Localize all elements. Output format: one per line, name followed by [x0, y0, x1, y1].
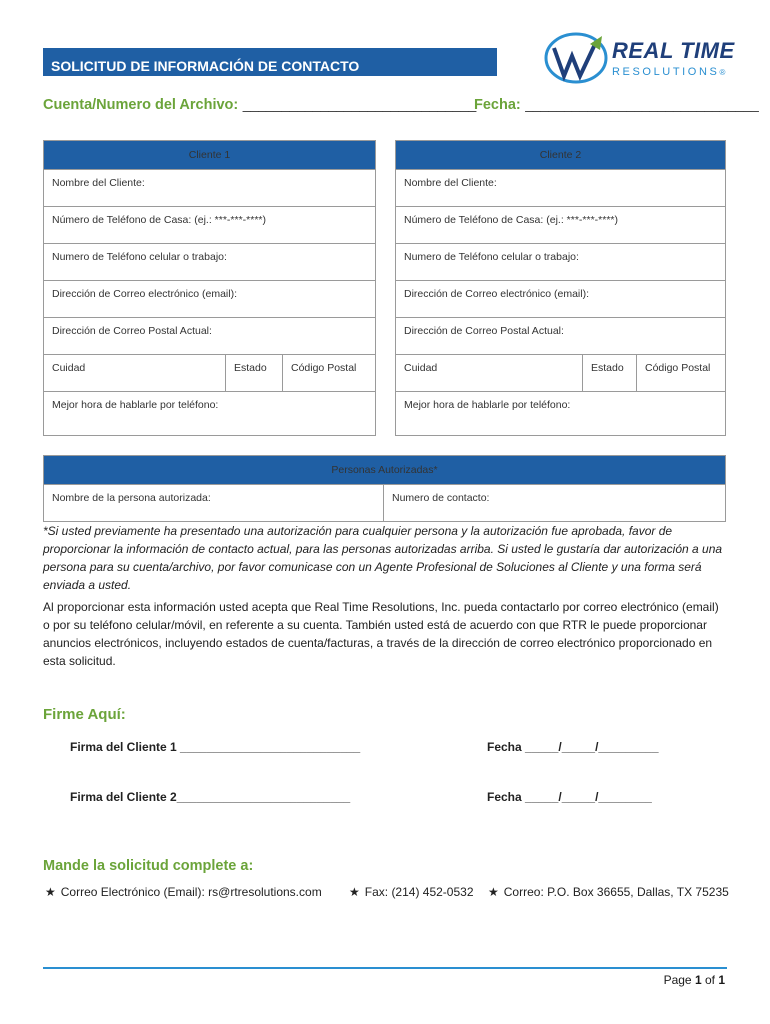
star-icon: ★ — [349, 885, 360, 899]
client1-signature-line[interactable]: Firma del Cliente 1 ___________________________ — [70, 740, 361, 754]
footer-divider — [43, 967, 727, 969]
account-label: Cuenta/Numero del Archivo: — [43, 97, 239, 113]
date-field[interactable]: ______________________________ — [525, 96, 759, 112]
client2-date-line[interactable]: Fecha _____/_____/________ — [487, 790, 652, 804]
date-row — [474, 96, 759, 114]
mail-post-text: Correo: P.O. Box 36655, Dallas, TX 75235 — [503, 885, 729, 899]
client1-email-field[interactable]: Dirección de Correo electrónico (email): — [44, 281, 376, 318]
logo-registered-mark: ® — [719, 68, 728, 77]
client2-best-time-field[interactable]: Mejor hora de hablarle por teléfono: — [396, 392, 726, 436]
client2-header: Cliente 2 — [396, 141, 726, 170]
authorized-table — [43, 455, 726, 522]
client1-date-line[interactable]: Fecha _____/_____/_________ — [487, 740, 659, 754]
mail-fax-item — [349, 885, 474, 899]
client1-cell-phone-field[interactable]: Numero de Teléfono celular o trabajo: — [44, 244, 376, 281]
client1-table — [43, 140, 376, 436]
mail-heading: Mande la solicitud complete a: — [43, 858, 254, 874]
page-number: Page 1 of 1 — [663, 973, 725, 987]
client2-signature-line[interactable]: Firma del Cliente 2__________________________ — [70, 790, 351, 804]
authorized-contact-field[interactable]: Numero de contacto: — [384, 485, 726, 522]
client1-zip-field[interactable]: Código Postal — [283, 355, 376, 392]
account-field[interactable]: ______________________________ — [242, 96, 477, 112]
client2-home-phone-field[interactable]: Número de Teléfono de Casa: (ej.: ***-***-****) — [396, 207, 726, 244]
client1-name-field[interactable]: Nombre del Cliente: — [44, 170, 376, 207]
client1-postal-field[interactable]: Dirección de Correo Postal Actual: — [44, 318, 376, 355]
sign-heading: Firme Aquí: — [43, 706, 126, 723]
logo-text-real-time: REAL TIME — [612, 38, 735, 63]
client1-header: Cliente 1 — [44, 141, 376, 170]
client2-name-field[interactable]: Nombre del Cliente: — [396, 170, 726, 207]
star-icon: ★ — [488, 885, 499, 899]
client1-home-phone-field[interactable]: Número de Teléfono de Casa: (ej.: ***-***-****) — [44, 207, 376, 244]
client2-state-field[interactable]: Estado — [583, 355, 637, 392]
client1-best-time-field[interactable]: Mejor hora de hablarle por teléfono: — [44, 392, 376, 436]
account-row — [43, 96, 476, 114]
authorized-name-field[interactable]: Nombre de la persona autorizada: — [44, 485, 384, 522]
consent-paragraph: Al proporcionar esta información usted acepta que Real Time Resolutions, Inc. pueda contactarlo por correo electrónico (email) o por su teléfono celular/móvil, en referente a su cuenta. También usted está de acuerdo con que RTR le puede proporcionar anuncios electrónicos, incluyendo estados de cuenta/facturas, a través de la dirección de correo electrónico proporcionado en esta solicitud. — [43, 600, 719, 668]
mail-post-item — [488, 885, 729, 899]
mail-email-text: Correo Electrónico (Email): rs@rtresolutions.com — [60, 885, 322, 899]
date-label: Fecha: — [474, 97, 521, 113]
client1-city-field[interactable]: Cuidad — [44, 355, 226, 392]
client2-table — [395, 140, 726, 436]
logo-text-resolutions: RESOLUTIONS® — [612, 66, 728, 78]
client2-city-field[interactable]: Cuidad — [396, 355, 583, 392]
authorized-header: Personas Autorizadas* — [44, 456, 726, 485]
form-title: SOLICITUD DE INFORMACIÓN DE CONTACTO — [43, 48, 497, 76]
client2-cell-phone-field[interactable]: Numero de Teléfono celular o trabajo: — [396, 244, 726, 281]
star-icon: ★ — [45, 885, 56, 899]
client2-zip-field[interactable]: Código Postal — [637, 355, 726, 392]
mail-fax-text: Fax: (214) 452-0532 — [364, 885, 474, 899]
client1-state-field[interactable]: Estado — [226, 355, 283, 392]
authorization-note: *Si usted previamente ha presentado una autorización para cualquier persona y la autorización fue aprobada, favor de proporcionar la información de contacto actual, para las personas autorizadas arriba. Si usted le gustaría dar autorización a una persona para su cuenta/archivo, por favor comunicase con un Agente Profesional de Soluciones al Cliente y una forma será enviada a usted. — [43, 524, 723, 592]
client2-email-field[interactable]: Dirección de Correo electrónico (email): — [396, 281, 726, 318]
client2-postal-field[interactable]: Dirección de Correo Postal Actual: — [396, 318, 726, 355]
mail-email-item — [45, 885, 322, 899]
